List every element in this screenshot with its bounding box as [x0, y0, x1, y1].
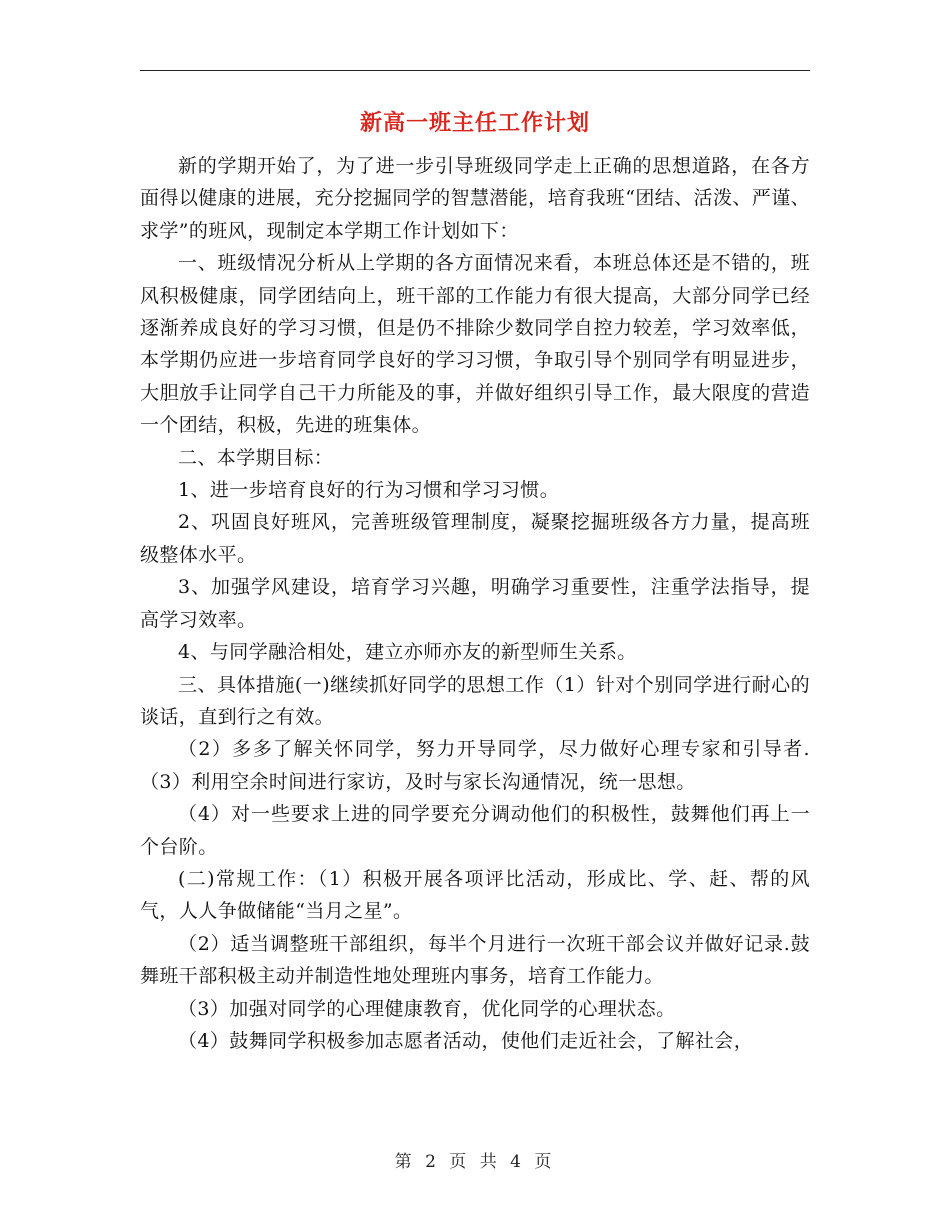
paragraph: 4、与同学融洽相处，建立亦师亦友的新型师生关系。: [178, 641, 637, 664]
paragraph: 3、加强学风建设，培育学习兴趣，明确学习重要性，注重学法指导，提高学习效率。: [140, 576, 810, 631]
document-title: 新高一班主任工作计划: [359, 111, 590, 136]
document-body: [140, 150, 810, 1057]
paragraph: 三、具体措施(一)继续抓好同学的思想工作（1）针对个别同学进行耐心的谈话，直到行之有效。: [140, 673, 810, 728]
paragraph: （3）加强对同学的心理健康教育，优化同学的心理状态。: [178, 997, 676, 1020]
header-rule: [140, 70, 810, 71]
paragraph: （4）对一些要求上进的同学要充分调动他们的积极性，鼓舞他们再上一个台阶。: [140, 803, 810, 858]
paragraph: 二、本学期目标：: [178, 446, 334, 469]
paragraph: 1、进一步培育良好的行为习惯和学习习惯。: [178, 479, 560, 502]
page-number-footer: 第 2 页 共 4 页: [394, 1152, 556, 1172]
paragraph: 2、巩固良好班风，完善班级管理制度，凝聚挖掘班级各方力量，提高班级整体水平。: [140, 511, 810, 566]
paragraph: 新的学期开始了，为了进一步引导班级同学走上正确的思想道路，在各方面得以健康的进展，充分挖掘同学的智慧潜能，培育我班“团结、活泼、严谨、求学”的班风，现制定本学期工作计划如下：: [140, 155, 810, 242]
paragraph: （2）多多了解关怀同学，努力开导同学，尽力做好心理专家和引导者.（3）利用空余时间进行家访，及时与家长沟通情况，统一思想。: [140, 738, 810, 793]
paragraph: 一、班级情况分析从上学期的各方面情况来看，本班总体还是不错的，班风积极健康，同学团结向上，班干部的工作能力有很大提高，大部分同学已经逐渐养成良好的学习习惯，但是仍不排除少数同学自控力较差，学习效率低，本学期仍应进一步培育同学良好的学习习惯，争取引导个别同学有明显进步，大胆放手让同学自己干力所能及的事，并做好组织引导工作，最大限度的营造一个团结，积极，先进的班集体。: [140, 252, 810, 437]
paragraph: (二)常规工作：（1）积极开展各项评比活动，形成比、学、赶、帮的风气，人人争做储能“当月之星”。: [140, 867, 810, 923]
paragraph: （2）适当调整班干部组织，每半个月进行一次班干部会议并做好记录.鼓舞班干部积极主动并制造性地处理班内事务，培育工作能力。: [140, 932, 810, 988]
paragraph: （4）鼓舞同学积极参加志愿者活动，使他们走近社会，了解社会，: [178, 1029, 754, 1052]
